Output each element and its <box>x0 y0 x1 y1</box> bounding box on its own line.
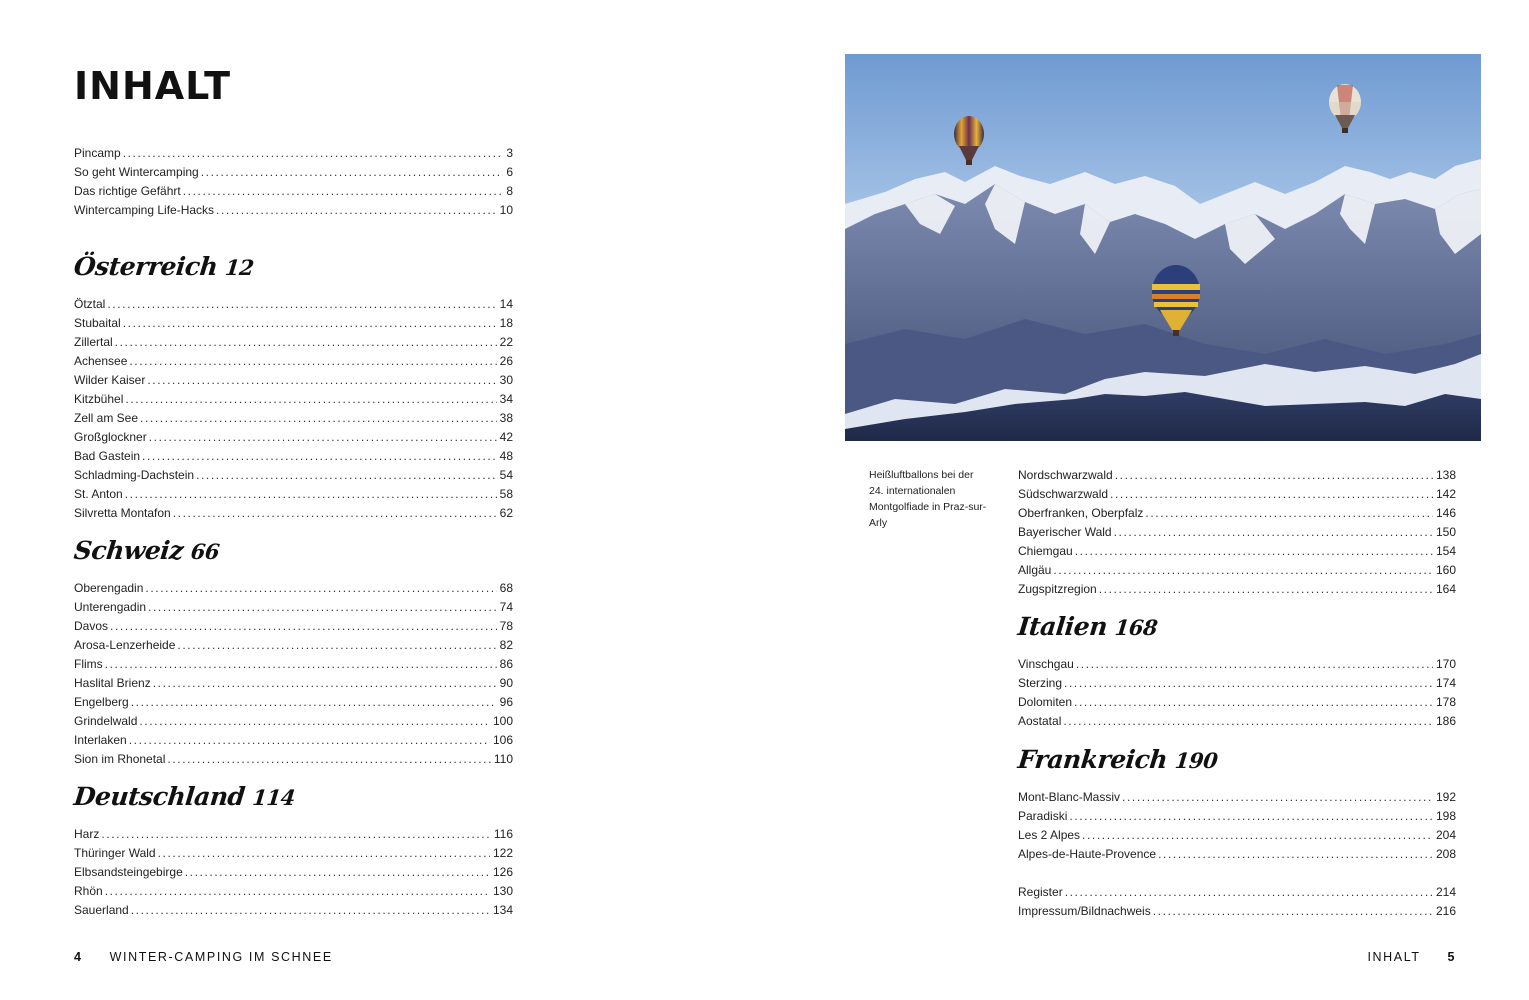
toc-entry-title: Silvretta Montafon <box>74 506 171 520</box>
toc-list-back-matter <box>1018 883 1456 921</box>
toc-entry-title: Wintercamping Life-Hacks <box>74 203 215 217</box>
toc-entry-page: 6 <box>506 165 513 179</box>
toc-entry[interactable] <box>74 333 513 352</box>
toc-entry-title: Impressum/Bildnachweis <box>1018 904 1151 918</box>
toc-entry-page: 146 <box>1435 506 1456 520</box>
toc-entry-title: So geht Wintercamping <box>74 165 199 179</box>
toc-entry[interactable] <box>74 863 513 882</box>
toc-entry-title: Vinschgau <box>1018 657 1074 671</box>
toc-entry[interactable] <box>74 295 513 314</box>
section-heading-page: 190 <box>1173 748 1219 773</box>
toc-entry-title: Achensee <box>74 354 128 368</box>
section-heading-page: 168 <box>1113 615 1159 640</box>
toc-entry-title: Das richtige Gefährt <box>74 184 181 198</box>
toc-entry-page: 78 <box>499 619 513 633</box>
toc-entry-page: 178 <box>1435 695 1456 709</box>
toc-entry[interactable] <box>1018 561 1456 580</box>
toc-entry-title: Chiemgau <box>1018 544 1073 558</box>
dot-leader <box>1075 542 1433 561</box>
toc-entry-title: Kitzbühel <box>74 392 124 406</box>
dot-leader <box>183 182 504 201</box>
toc-entry-page: 106 <box>492 733 513 747</box>
toc-entry[interactable] <box>74 712 513 731</box>
dot-leader <box>101 825 491 844</box>
toc-entry[interactable] <box>1018 712 1456 731</box>
dot-leader <box>1122 788 1433 807</box>
dot-leader <box>1069 807 1433 826</box>
toc-entry-title: Davos <box>74 619 109 633</box>
toc-entry-page: 30 <box>499 373 513 387</box>
toc-entry-title: Zugspitzregion <box>1018 582 1097 596</box>
toc-entry-page: 204 <box>1435 828 1456 842</box>
toc-entry-title: Stubaital <box>74 316 121 330</box>
toc-entry[interactable] <box>74 182 513 201</box>
toc-entry-title: Interlaken <box>74 733 127 747</box>
toc-entry-page: 42 <box>499 430 513 444</box>
toc-entry-title: Flims <box>74 657 103 671</box>
toc-entry-title: Mont-Blanc-Massiv <box>1018 790 1121 804</box>
dot-leader <box>123 144 504 163</box>
toc-entry-page: 10 <box>499 203 513 217</box>
toc-entry-page: 90 <box>499 676 513 690</box>
hot-air-balloon-photo <box>845 54 1481 441</box>
dot-leader <box>173 504 497 523</box>
dot-leader <box>125 390 496 409</box>
section-heading-name: Frankreich <box>1016 745 1169 774</box>
dot-leader <box>129 352 496 371</box>
dot-leader <box>105 882 490 901</box>
toc-entry[interactable] <box>74 163 513 182</box>
toc-entry[interactable] <box>1018 845 1456 864</box>
toc-entry[interactable] <box>74 636 513 655</box>
toc-entry[interactable] <box>74 485 513 504</box>
toc-entry-page: 54 <box>499 468 513 482</box>
toc-entry[interactable] <box>74 447 513 466</box>
toc-entry[interactable] <box>74 579 513 598</box>
toc-entry[interactable] <box>1018 902 1456 921</box>
dot-leader <box>123 314 497 333</box>
toc-list-schweiz <box>74 579 513 769</box>
dot-leader <box>1065 883 1433 902</box>
section-heading-name: Deutschland <box>72 782 247 811</box>
toc-entry[interactable] <box>1018 504 1456 523</box>
toc-entry[interactable] <box>1018 674 1456 693</box>
toc-entry[interactable] <box>1018 826 1456 845</box>
toc-list-frankreich <box>1018 788 1456 864</box>
toc-entry-page: 110 <box>493 752 513 766</box>
toc-entry-page: 142 <box>1435 487 1456 501</box>
dot-leader <box>131 901 490 920</box>
section-heading-frankreich <box>1016 745 1219 774</box>
toc-entry-title: Paradiski <box>1018 809 1068 823</box>
toc-entry-title: Elbsandsteingebirge <box>74 865 183 879</box>
toc-entry[interactable] <box>74 352 513 371</box>
dot-leader <box>1110 485 1433 504</box>
dot-leader <box>196 466 497 485</box>
toc-entry[interactable] <box>74 750 513 769</box>
toc-entry-title: Großglockner <box>74 430 147 444</box>
toc-list-italien <box>1018 655 1456 731</box>
toc-entry-page: 3 <box>506 146 513 160</box>
toc-entry-title: Les 2 Alpes <box>1018 828 1081 842</box>
toc-entry-page: 26 <box>499 354 513 368</box>
dot-leader <box>1076 655 1433 674</box>
toc-entry-title: Thüringer Wald <box>74 846 156 860</box>
dot-leader <box>140 409 497 428</box>
right-footer <box>1367 950 1456 964</box>
dot-leader <box>142 447 497 466</box>
toc-entry[interactable] <box>74 844 513 863</box>
dot-leader <box>139 712 490 731</box>
toc-entry-page: 192 <box>1435 790 1456 804</box>
dot-leader <box>1053 561 1433 580</box>
toc-entry-page: 130 <box>492 884 513 898</box>
section-heading-italien <box>1016 612 1158 641</box>
toc-entry-title: Grindelwald <box>74 714 138 728</box>
toc-entry-page: 174 <box>1435 676 1456 690</box>
section-heading-page: 12 <box>224 255 255 280</box>
toc-entry[interactable] <box>74 598 513 617</box>
toc-entry[interactable] <box>74 466 513 485</box>
toc-entry-title: Dolomiten <box>1018 695 1073 709</box>
toc-entry[interactable] <box>74 731 513 750</box>
toc-entry-page: 68 <box>499 581 513 595</box>
toc-entry[interactable] <box>74 655 513 674</box>
toc-entry-title: Sterzing <box>1018 676 1063 690</box>
dot-leader <box>158 844 490 863</box>
dot-leader <box>1063 712 1433 731</box>
toc-entry-title: Wilder Kaiser <box>74 373 146 387</box>
toc-entry[interactable] <box>1018 485 1456 504</box>
toc-entry[interactable] <box>74 144 513 163</box>
toc-entry-title: Zillertal <box>74 335 113 349</box>
toc-entry[interactable] <box>74 390 513 409</box>
toc-entry-page: 8 <box>506 184 513 198</box>
dot-leader <box>1114 523 1433 542</box>
dot-leader <box>110 617 497 636</box>
toc-entry-title: Harz <box>74 827 100 841</box>
dot-leader <box>149 428 497 447</box>
dot-leader <box>1115 466 1433 485</box>
toc-entry-page: 138 <box>1435 468 1456 482</box>
page-title: INHALT <box>74 64 231 108</box>
toc-list-deutschland <box>74 825 513 920</box>
dot-leader <box>125 485 497 504</box>
dot-leader <box>147 371 496 390</box>
toc-entry[interactable] <box>1018 655 1456 674</box>
toc-entry-page: 116 <box>493 827 513 841</box>
toc-entry[interactable] <box>74 617 513 636</box>
dot-leader <box>1082 826 1433 845</box>
toc-entry-title: Allgäu <box>1018 563 1052 577</box>
toc-entry-title: Sauerland <box>74 903 129 917</box>
toc-entry-page: 18 <box>499 316 513 330</box>
section-heading-name: Schweiz <box>72 536 185 565</box>
toc-entry-title: Engelberg <box>74 695 129 709</box>
toc-entry[interactable] <box>1018 466 1456 485</box>
toc-entry[interactable] <box>74 504 513 523</box>
toc-entry-page: 22 <box>499 335 513 349</box>
dot-leader <box>129 731 490 750</box>
section-heading-oesterreich <box>72 252 255 281</box>
toc-entry-page: 186 <box>1435 714 1456 728</box>
toc-entry[interactable] <box>74 825 513 844</box>
toc-entry-title: Nordschwarzwald <box>1018 468 1113 482</box>
toc-entry[interactable] <box>74 409 513 428</box>
toc-entry-page: 170 <box>1435 657 1456 671</box>
toc-entry-page: 198 <box>1435 809 1456 823</box>
toc-entry-page: 154 <box>1435 544 1456 558</box>
section-heading-name: Österreich <box>72 252 219 281</box>
dot-leader <box>1099 580 1433 599</box>
dot-leader <box>107 295 496 314</box>
toc-list-oesterreich <box>74 295 513 523</box>
section-heading-page: 114 <box>251 785 297 810</box>
toc-entry-page: 150 <box>1435 525 1456 539</box>
toc-entry-page: 216 <box>1435 904 1456 918</box>
section-heading-name: Italien <box>1016 612 1109 641</box>
toc-list-deutschland-cont <box>1018 466 1456 599</box>
toc-entry-page: 34 <box>499 392 513 406</box>
toc-entry-title: Ötztal <box>74 297 106 311</box>
toc-entry-page: 122 <box>492 846 513 860</box>
toc-entry-page: 14 <box>499 297 513 311</box>
toc-entry-page: 74 <box>499 600 513 614</box>
dot-leader <box>1145 504 1433 523</box>
running-title: WINTER-CAMPING IM SCHNEE <box>109 950 333 964</box>
photo-caption: Heißluftballons bei der 24. internationalen Montgolfiade in Praz-sur-Arly <box>869 469 987 529</box>
toc-entry-page: 160 <box>1435 563 1456 577</box>
toc-entry[interactable] <box>74 371 513 390</box>
dot-leader <box>131 693 497 712</box>
dot-leader <box>185 863 490 882</box>
dot-leader <box>216 201 497 220</box>
toc-entry-page: 100 <box>492 714 513 728</box>
section-heading-page: 66 <box>189 539 221 564</box>
dot-leader <box>177 636 496 655</box>
toc-entry-title: Unterengadin <box>74 600 147 614</box>
toc-entry[interactable] <box>1018 807 1456 826</box>
section-heading-schweiz <box>72 536 220 565</box>
dot-leader <box>1074 693 1433 712</box>
toc-entry-page: 38 <box>499 411 513 425</box>
dot-leader <box>105 655 497 674</box>
toc-entry[interactable] <box>1018 523 1456 542</box>
toc-entry[interactable] <box>1018 580 1456 599</box>
dot-leader <box>1064 674 1433 693</box>
toc-entry[interactable] <box>1018 542 1456 561</box>
page-number: 4 <box>74 950 83 964</box>
toc-entry[interactable] <box>74 674 513 693</box>
toc-entry-title: Aostatal <box>1018 714 1062 728</box>
dot-leader <box>1158 845 1433 864</box>
toc-entry-title: St. Anton <box>74 487 123 501</box>
dot-leader <box>201 163 504 182</box>
toc-entry-page: 208 <box>1435 847 1456 861</box>
toc-entry-title: Pincamp <box>74 146 121 160</box>
toc-entry-title: Oberfranken, Oberpfalz <box>1018 506 1144 520</box>
toc-entry-page: 62 <box>499 506 513 520</box>
toc-entry-title: Bad Gastein <box>74 449 141 463</box>
toc-entry-page: 134 <box>492 903 513 917</box>
toc-entry-title: Haslital Brienz <box>74 676 151 690</box>
toc-entry-page: 96 <box>499 695 513 709</box>
toc-entry[interactable] <box>74 693 513 712</box>
toc-entry[interactable] <box>74 201 513 220</box>
dot-leader <box>145 579 496 598</box>
toc-entry-title: Register <box>1018 885 1063 899</box>
toc-entry-page: 86 <box>499 657 513 671</box>
toc-entry[interactable] <box>74 314 513 333</box>
toc-entry-title: Zell am See <box>74 411 139 425</box>
toc-entry[interactable] <box>1018 883 1456 902</box>
toc-entry-title: Oberengadin <box>74 581 144 595</box>
toc-entry[interactable] <box>1018 693 1456 712</box>
running-title: INHALT <box>1367 950 1421 964</box>
toc-entry[interactable] <box>1018 788 1456 807</box>
toc-intro-list <box>74 144 513 220</box>
toc-entry-page: 214 <box>1435 885 1456 899</box>
toc-entry[interactable] <box>74 428 513 447</box>
toc-entry-page: 58 <box>499 487 513 501</box>
toc-entry-page: 126 <box>492 865 513 879</box>
toc-entry[interactable] <box>74 882 513 901</box>
dot-leader <box>153 674 497 693</box>
dot-leader <box>148 598 497 617</box>
toc-entry-title: Südschwarzwald <box>1018 487 1109 501</box>
toc-entry-title: Alpes-de-Haute-Provence <box>1018 847 1157 861</box>
toc-entry-page: 82 <box>499 638 513 652</box>
left-page <box>0 0 764 1000</box>
toc-entry-title: Bayerischer Wald <box>1018 525 1112 539</box>
dot-leader <box>115 333 497 352</box>
toc-entry-title: Arosa-Lenzerheide <box>74 638 176 652</box>
section-heading-deutschland <box>72 782 296 811</box>
right-page <box>764 0 1529 1000</box>
toc-entry[interactable] <box>74 901 513 920</box>
toc-entry-page: 164 <box>1435 582 1456 596</box>
left-footer <box>74 950 333 964</box>
toc-entry-title: Rhön <box>74 884 103 898</box>
toc-entry-page: 48 <box>499 449 513 463</box>
page-number: 5 <box>1447 950 1456 964</box>
dot-leader <box>1153 902 1433 921</box>
dot-leader <box>167 750 490 769</box>
toc-entry-title: Schladming-Dachstein <box>74 468 195 482</box>
toc-entry-title: Sion im Rhonetal <box>74 752 166 766</box>
